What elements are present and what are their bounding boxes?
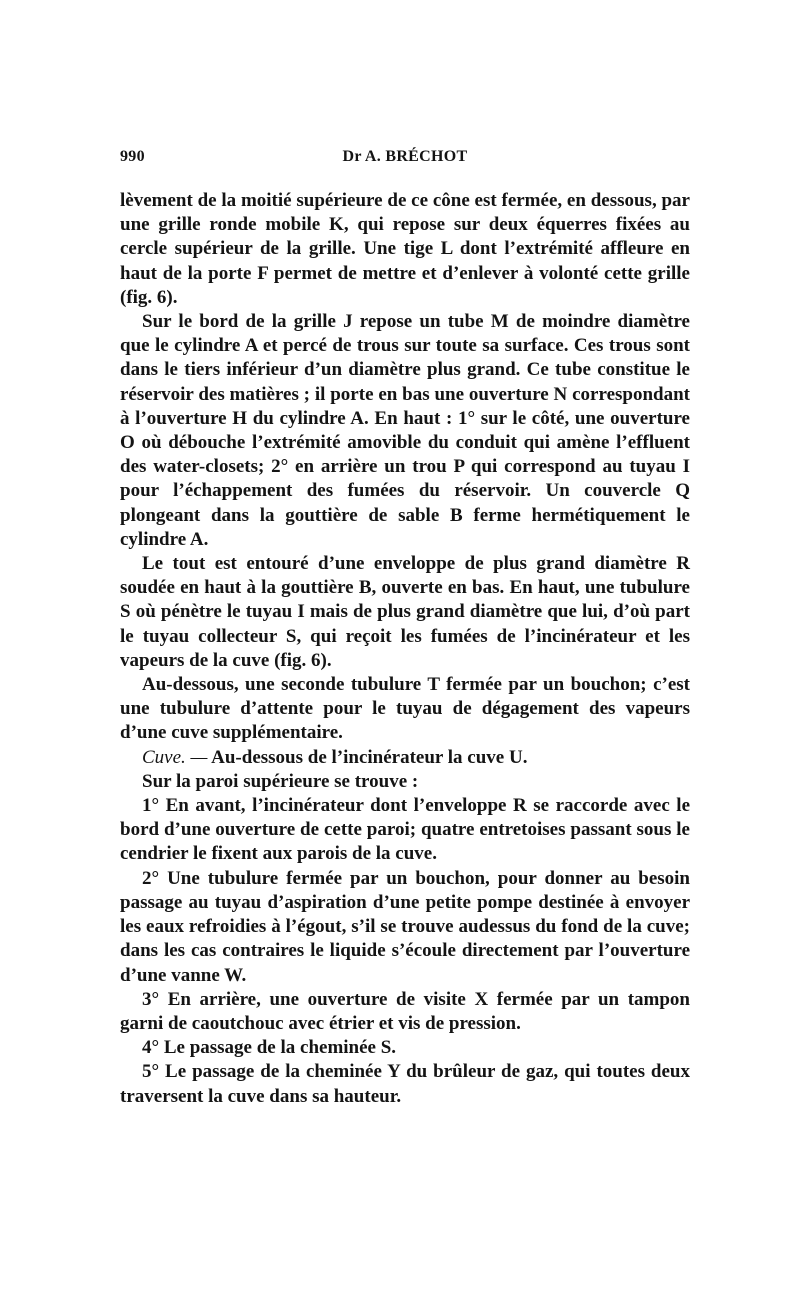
paragraph-cuve [120, 746, 690, 770]
list-item-1: 1° En avant, l’incinérateur dont l’enveloppe R se raccorde avec le bord d’une ouverture de cette paroi; quatre entretoises passant sous le cendrier le fixent aux parois de la cuve. [120, 795, 690, 865]
paragraph-cuve-text: Au-dessous de l’incinérateur la cuve U. [211, 746, 528, 768]
list-item-4: 4° Le passage de la cheminée S. [142, 1037, 397, 1059]
running-title: Dr A. BRÉCHOT [342, 148, 468, 165]
paragraph-paroi: Sur la paroi supérieure se trouve : [142, 770, 419, 792]
book-page [120, 148, 690, 1109]
paragraph-continued: lèvement de la moitié supérieure de ce cône est fermée, en dessous, par une grille ronde mobile K, qui repose sur deux équerres fixées au cercle supérieur de la grille. Une tige L dont l’extrémité affleure en haut de la porte F permet de mettre et d’enlever à volonté cette grille (fig. 6). [120, 190, 690, 308]
paragraph-enveloppe-r: Le tout est entouré d’une enveloppe de plus grand diamètre R soudée en haut à la gouttière B, ouverte en bas. En haut, une tubulure S où pénètre le tuyau I mais de plus grand diamètre que lui, d’où part le tuyau collecteur S, qui reçoit les fumées de l’incinérateur et les vapeurs de la cuve (fig. 6). [120, 553, 690, 671]
paragraph-tube-m: Sur le bord de la grille J repose un tube M de moindre diamètre que le cylindre A et percé de trous sur toute sa surface. Ces trous sont dans le tiers inférieur d’un diamètre plus grand. Ce tube constitue le réservoir des matières ; il porte en bas une ouverture N correspondant à l’ouverture H du cylindre A. En haut : 1° sur le côté, une ouverture O où débouche l’extrémité amovible du conduit qui amène l’effluent des water-closets; 2° en arrière un trou P qui correspond au tuyau I pour l’échappement des fumées du réservoir. Un couvercle Q plongeant dans la gouttière de sable B ferme hermétiquement le cylindre A. [120, 311, 690, 550]
body-text [120, 189, 690, 1109]
paragraph-tubulure-t: Au-dessous, une seconde tubulure T fermée par un bouchon; c’est une tubulure d’attente pour le tuyau de dégagement des vapeurs d’une cuve supplémentaire. [120, 674, 690, 744]
list-item-2: 2° Une tubulure fermée par un bouchon, pour donner au besoin passage au tuyau d’aspiration d’une petite pompe destinée à envoyer les eaux refroidies à l’égout, s’il se trouve audessus du fond de la cuve; dans les cas contraires le liquide s’écoule directement par l’ouverture d’une vanne W. [120, 867, 690, 986]
running-head [120, 148, 690, 176]
section-heading-cuve: Cuve. — [142, 746, 208, 768]
list-item-5: 5° Le passage de la cheminée Y du brûleur de gaz, qui toutes deux traversent la cuve dans sa hauteur. [120, 1061, 690, 1107]
list-item-3: 3° En arrière, une ouverture de visite X fermée par un tampon garni de caoutchouc avec étrier et vis de pression. [120, 988, 690, 1034]
page-number: 990 [120, 148, 145, 165]
